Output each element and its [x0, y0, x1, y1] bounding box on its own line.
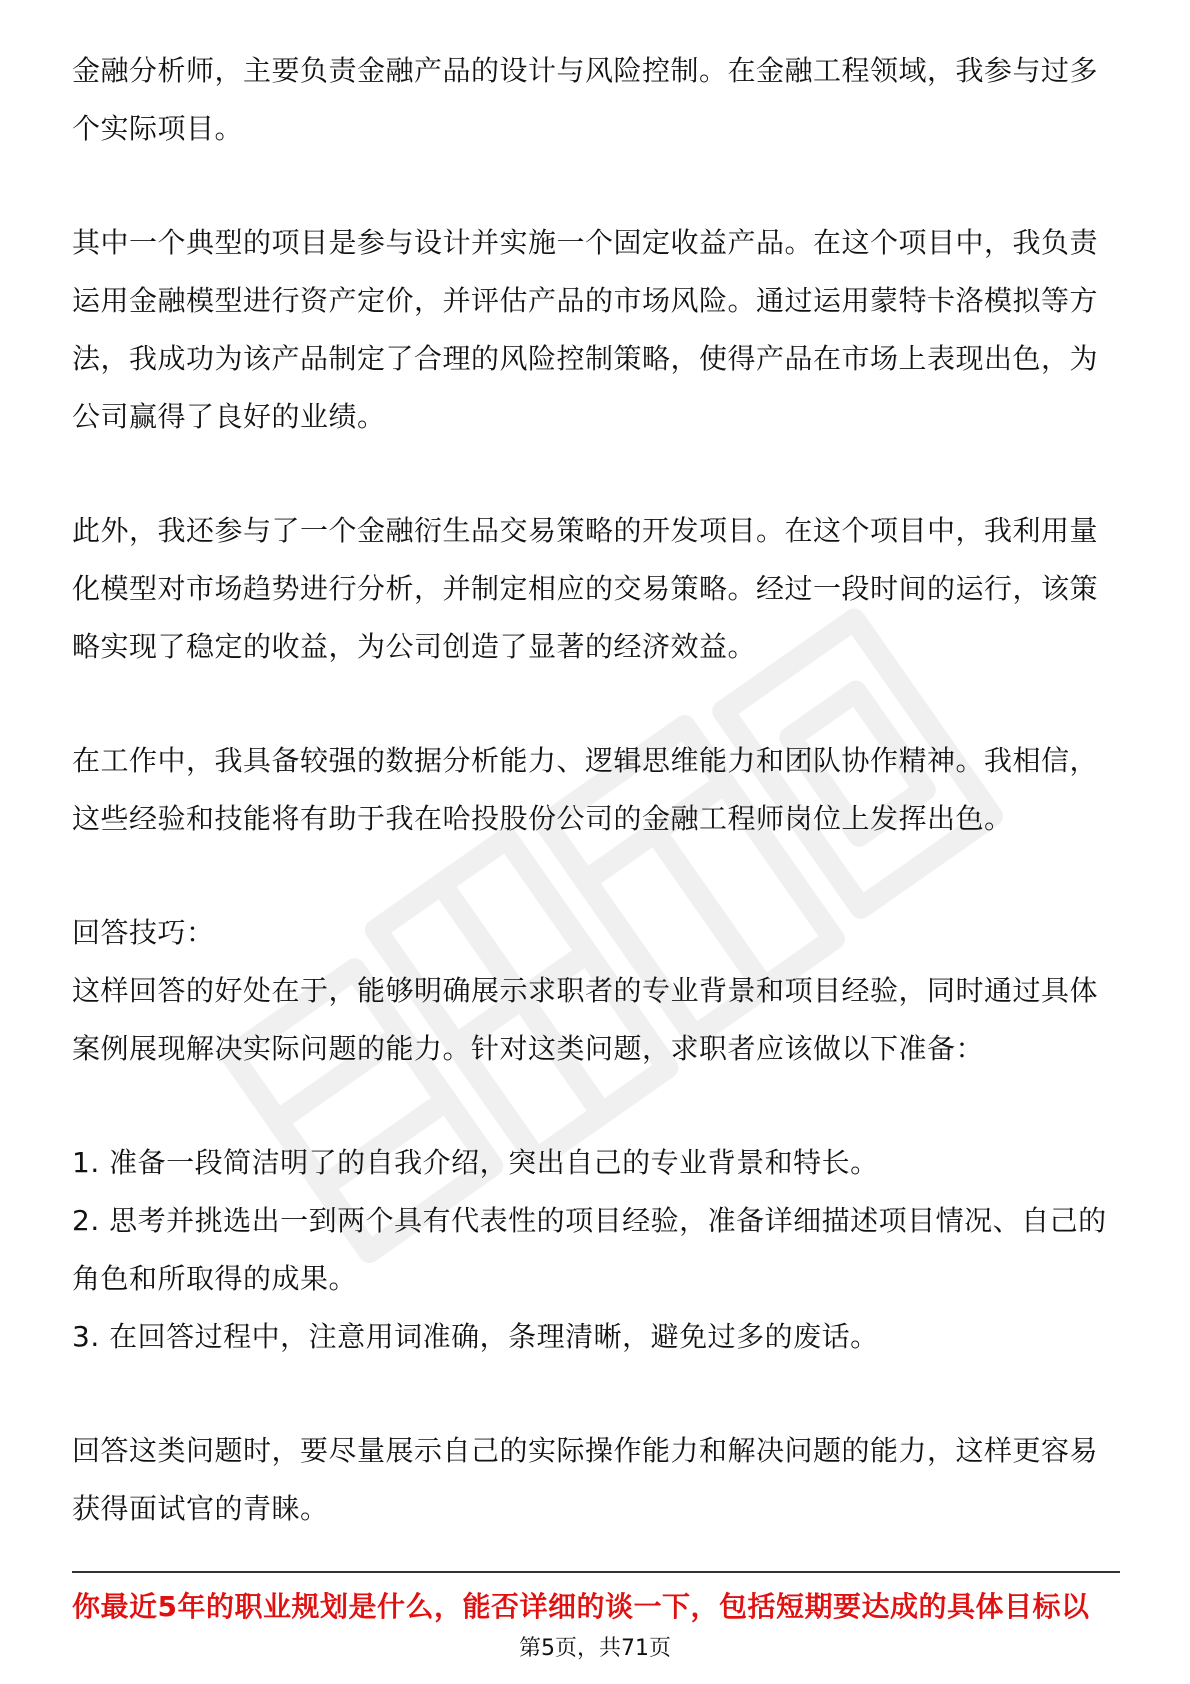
next-question-heading: 你最近5年的职业规划是什么，能否详细的谈一下，包括短期要达成的具体目标以: [72, 1590, 1090, 1623]
section-divider: [72, 1571, 1120, 1573]
tips-section: [72, 904, 1120, 1078]
list-item: 2. 思考并挑选出一到两个具有代表性的项目经验，准备详细描述项目情况、自己的角色和所取得的成果。: [72, 1204, 1107, 1295]
list-item: 3. 在回答过程中，注意用词准确，条理清晰，避免过多的废话。: [72, 1320, 879, 1353]
answer-paragraph-2: 其中一个典型的项目是参与设计并实施一个固定收益产品。在这个项目中，我负责运用金融模型进行资产定价，并评估产品的市场风险。通过运用蒙特卡洛模拟等方法，我成功为该产品制定了合理的风险控制策略，使得产品在市场上表现出色，为公司赢得了良好的业绩。: [72, 226, 1099, 433]
tips-title: 回答技巧：: [72, 916, 215, 949]
tips-body: 这样回答的好处在于，能够明确展示求职者的专业背景和项目经验，同时通过具体案例展现解决实际问题的能力。针对这类问题，求职者应该做以下准备：: [72, 974, 1099, 1065]
answer-paragraph-3: 此外，我还参与了一个金融衍生品交易策略的开发项目。在这个项目中，我利用量化模型对市场趋势进行分析，并制定相应的交易策略。经过一段时间的运行，该策略实现了稳定的收益，为公司创造了显著的经济效益。: [72, 514, 1099, 663]
page-number: 第5页，共71页: [519, 1636, 671, 1661]
main-content: [72, 42, 1120, 1594]
closing-paragraph: 回答这类问题时，要尽量展示自己的实际操作能力和解决问题的能力，这样更容易获得面试官的青睐。: [72, 1434, 1099, 1525]
list-item: 1. 准备一段简洁明了的自我介绍，突出自己的专业背景和特长。: [72, 1146, 879, 1179]
answer-paragraph-4: 在工作中，我具备较强的数据分析能力、逻辑思维能力和团队协作精神。我相信，这些经验和技能将有助于我在哈投股份公司的金融工程师岗位上发挥出色。: [72, 744, 1099, 835]
answer-paragraph-1: 金融分析师，主要负责金融产品的设计与风险控制。在金融工程领域，我参与过多个实际项目。: [72, 54, 1099, 145]
preparation-list: [72, 1134, 1120, 1366]
